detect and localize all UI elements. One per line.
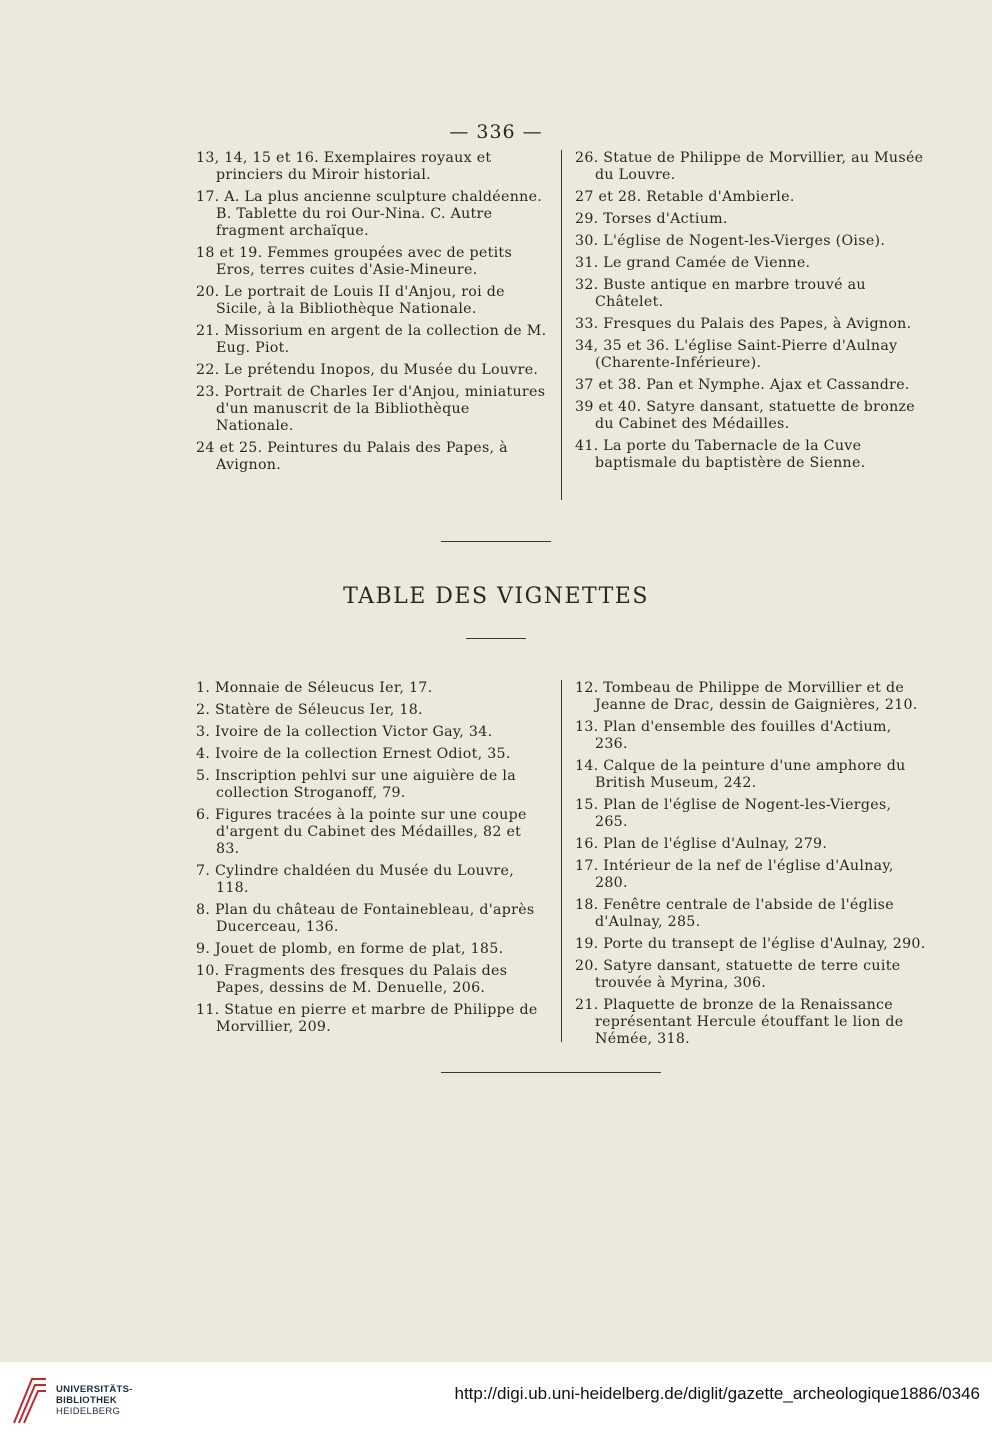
- list-item: 16. Plan de l'église d'Aulnay, 279.: [575, 836, 828, 852]
- list-item: 9. Jouet de plomb, en forme de plat, 185.: [196, 941, 504, 957]
- list-item: 39 et 40. Satyre dansant, statuette de bronze du Cabinet des Médailles.: [575, 399, 915, 432]
- list-item: 20. Satyre dansant, statuette de terre cuite trouvée à Myrina, 306.: [575, 958, 901, 991]
- list-item: 19. Porte du transept de l'église d'Aulnay, 290.: [575, 936, 926, 952]
- vignettes-list: [196, 680, 927, 1053]
- footer: [0, 1362, 992, 1445]
- logo-line-1: UNIVERSITÄTS-: [56, 1383, 133, 1395]
- section-rule-bottom: [466, 638, 526, 639]
- column-divider: [561, 680, 562, 1042]
- list-item: 20. Le portrait de Louis II d'Anjou, roi de Sicile, à la Bibliothèque Nationale.: [196, 284, 505, 317]
- list-item: 34, 35 et 36. L'église Saint-Pierre d'Aulnay (Charente-Inférieure).: [575, 338, 898, 371]
- plates-right-column: [575, 150, 927, 500]
- library-logo-icon: [12, 1375, 48, 1425]
- list-item: 11. Statue en pierre et marbre de Philippe de Morvillier, 209.: [196, 1002, 538, 1035]
- list-item: 1. Monnaie de Séleucus Ier, 17.: [196, 680, 433, 696]
- list-item: 29. Torses d'Actium.: [575, 211, 728, 227]
- list-item: 21. Missorium en argent de la collection de M. Eug. Piot.: [196, 323, 547, 356]
- logo-line-2: BIBLIOTHEK: [56, 1394, 118, 1406]
- list-item: 18 et 19. Femmes groupées avec de petits Eros, terres cuites d'Asie-Mineure.: [196, 245, 513, 278]
- list-item: 30. L'église de Nogent-les-Vierges (Oise).: [575, 233, 886, 249]
- list-item: 5. Inscription pehlvi sur une aiguière de la collection Stroganoff, 79.: [196, 768, 516, 801]
- list-item: 7. Cylindre chaldéen du Musée du Louvre, 118.: [196, 863, 515, 896]
- section-title: TABLE DES VIGNETTES: [343, 584, 649, 609]
- list-item: 14. Calque de la peinture d'une amphore du British Museum, 242.: [575, 758, 906, 791]
- library-logo[interactable]: [12, 1375, 133, 1425]
- section-rule-top: [441, 541, 551, 542]
- source-url[interactable]: http://digi.ub.uni-heidelberg.de/diglit/gazette_archeologique1886/0346: [454, 1384, 980, 1403]
- end-rule: [441, 1072, 661, 1073]
- logo-line-3: HEIDELBERG: [56, 1405, 121, 1417]
- list-item: 10. Fragments des fresques du Palais des Papes, dessins de M. Denuelle, 206.: [196, 963, 508, 996]
- list-item: 33. Fresques du Palais des Papes, à Avignon.: [575, 316, 912, 332]
- list-item: 27 et 28. Retable d'Ambierle.: [575, 189, 795, 205]
- vignettes-left-column: [196, 680, 548, 1053]
- list-item: 13. Plan d'ensemble des fouilles d'Actium, 236.: [575, 719, 892, 752]
- list-item: 26. Statue de Philippe de Morvillier, au Musée du Louvre.: [575, 150, 924, 183]
- list-item: 4. Ivoire de la collection Ernest Odiot, 35.: [196, 746, 511, 762]
- plates-list: [196, 150, 927, 500]
- list-item: 37 et 38. Pan et Nymphe. Ajax et Cassandre.: [575, 377, 910, 393]
- list-item: 12. Tombeau de Philippe de Morvillier et de Jeanne de Drac, dessin de Gaignières, 210.: [575, 680, 918, 713]
- list-item: 31. Le grand Camée de Vienne.: [575, 255, 811, 271]
- list-item: 41. La porte du Tabernacle de la Cuve baptismale du baptistère de Sienne.: [575, 438, 866, 471]
- list-item: 32. Buste antique en marbre trouvé au Châtelet.: [575, 277, 866, 310]
- list-item: 2. Statère de Séleucus Ier, 18.: [196, 702, 423, 718]
- list-item: 15. Plan de l'église de Nogent-les-Vierges, 265.: [575, 797, 892, 830]
- list-item: 18. Fenêtre centrale de l'abside de l'église d'Aulnay, 285.: [575, 897, 894, 930]
- vignettes-right-column: [575, 680, 927, 1053]
- list-item: 8. Plan du château de Fontainebleau, d'après Ducerceau, 136.: [196, 902, 535, 935]
- page-number: — 336 —: [449, 121, 543, 143]
- list-item: 21. Plaquette de bronze de la Renaissance représentant Hercule étouffant le lion de Némée, 318.: [575, 997, 904, 1047]
- list-item: 22. Le prétendu Inopos, du Musée du Louvre.: [196, 362, 539, 378]
- list-item: 23. Portrait de Charles Ier d'Anjou, miniatures d'un manuscrit de la Bibliothèque Nationale.: [196, 384, 546, 434]
- list-item: 17. Intérieur de la nef de l'église d'Aulnay, 280.: [575, 858, 894, 891]
- list-item: 6. Figures tracées à la pointe sur une coupe d'argent du Cabinet des Médailles, 82 et 83.: [196, 807, 527, 857]
- list-item: 3. Ivoire de la collection Victor Gay, 34.: [196, 724, 493, 740]
- plates-left-column: [196, 150, 548, 500]
- list-item: 24 et 25. Peintures du Palais des Papes, à Avignon.: [196, 440, 508, 473]
- column-divider: [561, 150, 562, 500]
- list-item: 13, 14, 15 et 16. Exemplaires royaux et princiers du Miroir historial.: [196, 150, 492, 183]
- list-item: 17. A. La plus ancienne sculpture chaldéenne. B. Tablette du roi Our-Nina. C. Autre fragment archaïque.: [196, 189, 543, 239]
